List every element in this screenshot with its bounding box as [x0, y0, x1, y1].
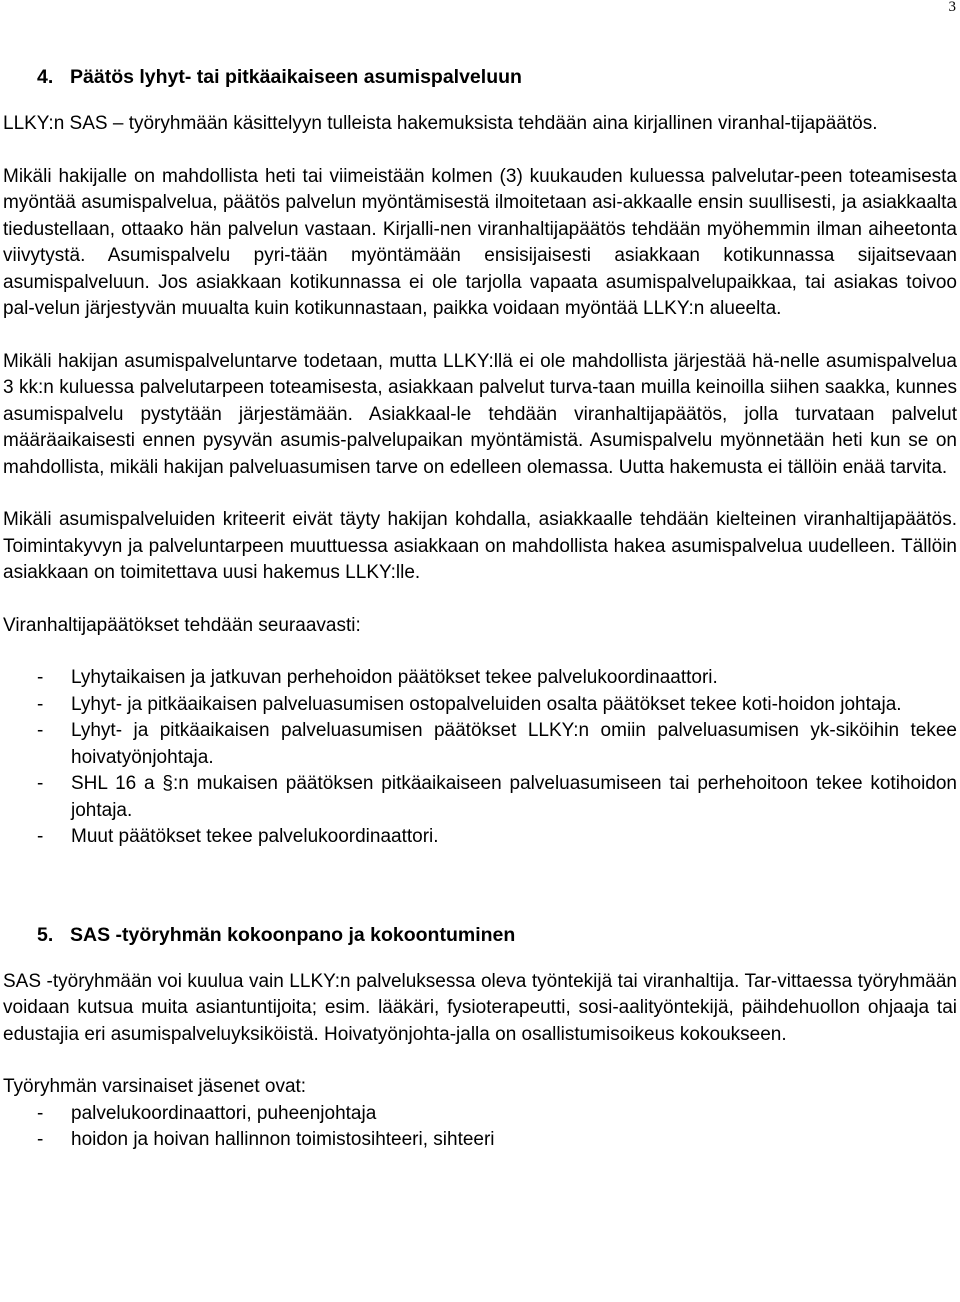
section-4-paragraph-1: LLKY:n SAS – työryhmään käsittelyyn tulleista hakemuksista tehdään aina kirjallinen viranhal-tijapäätös. — [3, 113, 878, 134]
list-item: - Lyhytaikaisen ja jatkuvan perhehoidon päätökset tekee palvelukoordinaattori. — [3, 665, 957, 692]
list-item: - SHL 16 a §:n mukaisen päätöksen pitkäaikaiseen palveluasumiseen tai perhehoitoon tekee kotihoidon johtaja. — [37, 773, 957, 821]
list-item: - palvelukoordinaattori, puheenjohtaja — [3, 1101, 957, 1128]
section-5-heading — [3, 922, 957, 948]
dash-marker: - — [37, 773, 44, 794]
dash-marker: - — [37, 693, 44, 715]
list-item: - hoidon ja hoivan hallinnon toimistosihteeri, sihteeri — [3, 1127, 957, 1154]
list-item: - Lyhyt- ja pitkäaikaisen palveluasumisen ostopalveluiden osalta päätökset tekee koti-hoidon johtaja. — [3, 692, 957, 719]
dash-marker: - — [37, 1102, 44, 1124]
dash-marker: - — [37, 1129, 44, 1150]
page-number: 3 — [948, 0, 956, 15]
section-4-paragraph-4: Mikäli asumispalveluiden kriteerit eivät täyty hakijan kohdalla, asiakkaalle tehdään kielteinen viranhaltijapäätös. Toimintakyvyn ja palveluntarpeen muuttuessa asiakkaan on mahdollista hakea asumispalvelua uudelleen. Tällöin asiakkaan on toimitettava uusi hakemus LLKY:lle. — [3, 509, 957, 583]
section-4-title: Päätös lyhyt- tai pitkäaikaiseen asumispalveluun — [70, 66, 522, 88]
section-4-list-intro: Viranhaltijapäätökset tehdään seuraavasti: — [3, 614, 361, 636]
list-item: - Muut päätökset tekee palvelukoordinaattori. — [3, 824, 957, 851]
section-4-paragraph-3: Mikäli hakijan asumispalveluntarve todetaan, mutta LLKY:llä ei ole mahdollista järjestää hä-nelle asumispalvelua 3 kk:n kuluessa palvelutarpeen toteamisesta, asiakkaan palvelut turva-taan muilla keinoilla siihen saakka, kunnes asumispalvelu pystytään järjestämään. Asiakkaal-le tehdään viranhaltijapäätös, jolla turvataan palvelut määräaikaisesti ennen pysyvän asumis-palvelupaikan myöntämistä. Asumispalvelu myönnetään heti kun se on mahdollista, mikäli hakijan palveluasumisen tarve on edelleen olemassa. Uutta hakemusta ei tällöin enää tarvita. — [3, 350, 957, 478]
document-body — [3, 64, 957, 1154]
section-4-paragraph-2: Mikäli hakijalle on mahdollista heti tai viimeistään kolmen (3) kuukauden kuluessa palvelutar-peen toteamisesta myöntää asumispalvelua, päätös palvelun myöntämisestä ilmoitetaan asi-akkaalle ensin suullisesti, ja asiakkaalta tiedustellaan, ottaako hän palvelun vastaan. Kirjalli-nen viranhaltijapäätös tehdään myöhemmin ilman aiheetonta viivytystä. Asumispalvelu pyri-tään myöntämään ensisijaisesti asiakkaan kotikunnassa sijaitsevaan asumispalveluun. Jos asiakkaan kotikunnassa ei ole tarjolla vapaata asumispalvelupaikkaa, tai asiakas toivoo pal-velun järjestyvän muualta kuin kotikunnastaan, paikka voidaan myöntää LLKY:n alueelta. — [3, 165, 957, 319]
section-4-heading — [3, 64, 957, 90]
dash-marker: - — [37, 826, 44, 847]
section-5-number: 5. — [37, 923, 54, 946]
dash-marker: - — [37, 667, 44, 688]
dash-marker: - — [37, 720, 44, 741]
section-5-paragraph-1: SAS -työryhmään voi kuulua vain LLKY:n palveluksessa oleva työntekijä tai viranhaltija. Tar-vittaessa työryhmään voidaan kutsua muita asiantuntijoita; esim. lääkäri, fysioterapeutti, sosi-aalityöntekijä, päihdehuollon ohjaaja tai edustajia eri asumispalveluyksiköistä. Hoivatyönjohta-jalla on osallistumisoikeus kokoukseen. — [3, 970, 957, 1045]
list-item: - Lyhyt- ja pitkäaikaisen palveluasumisen päätökset LLKY:n omiin palveluasumisen yk-siköihin tekee hoivatyönjohtaja. — [37, 720, 957, 768]
decision-makers-list — [3, 665, 957, 851]
section-5-title: SAS -työryhmän kokoonpano ja kokoontuminen — [70, 923, 516, 946]
section-5-list-intro: Työryhmän varsinaiset jäsenet ovat: — [3, 1076, 307, 1097]
members-list — [3, 1101, 957, 1154]
section-4-number: 4. — [37, 66, 54, 88]
